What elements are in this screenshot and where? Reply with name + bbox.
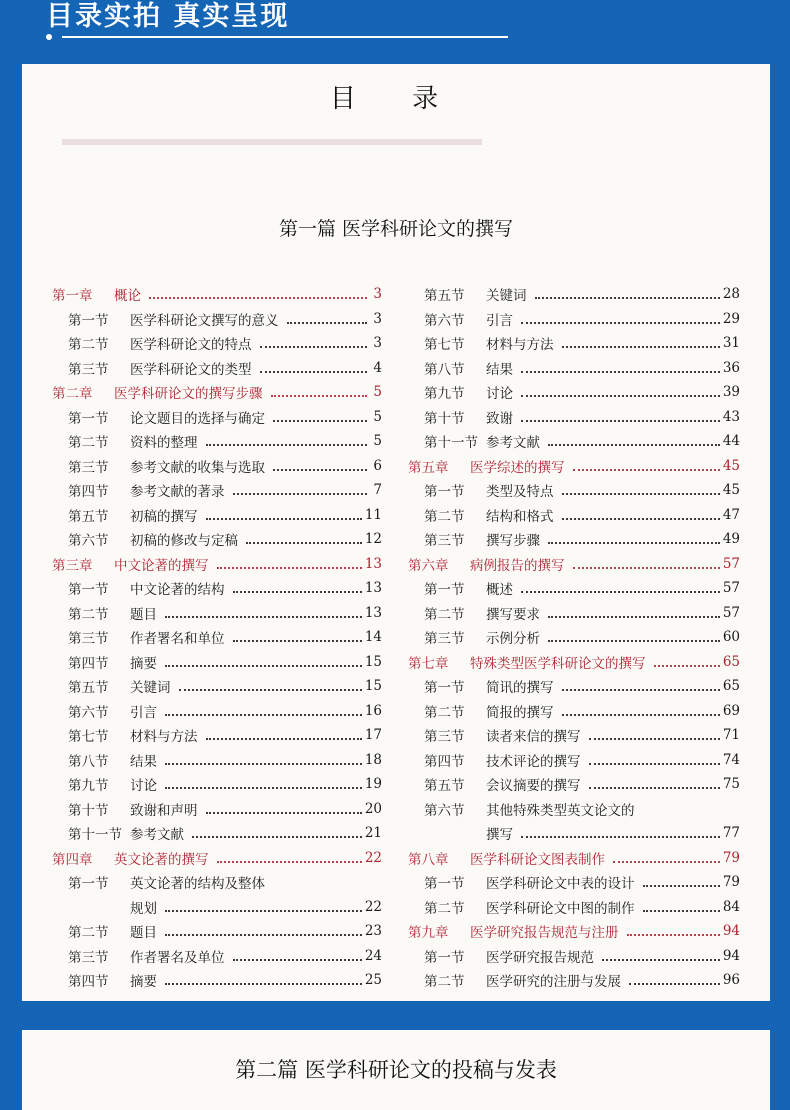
toc-entry xyxy=(408,821,740,846)
toc-entry-page: 94 xyxy=(722,947,740,964)
dot-leader xyxy=(206,738,362,740)
dot-leader xyxy=(165,910,362,912)
toc-entry-number: 第六节 xyxy=(424,802,465,819)
show-through-line xyxy=(62,139,482,145)
toc-entry xyxy=(52,797,382,822)
toc-entry xyxy=(408,527,740,552)
dot-leader xyxy=(613,861,720,863)
dot-leader xyxy=(233,959,362,961)
toc-entry-page: 17 xyxy=(364,727,382,744)
dot-leader xyxy=(271,395,368,397)
toc-entry-title: 医学综述的撰写 xyxy=(470,459,565,476)
toc-chapter-entry xyxy=(408,846,740,871)
dot-leader xyxy=(149,297,367,299)
toc-entry-page: 94 xyxy=(722,923,740,940)
dot-leader xyxy=(562,518,720,520)
toc-entry-title: 医学科研论文中图的制作 xyxy=(486,900,635,917)
toc-entry-page: 13 xyxy=(364,604,382,621)
dot-leader xyxy=(192,836,362,838)
toc-entry-number: 第九节 xyxy=(424,386,465,403)
toc-entry-number: 第五节 xyxy=(424,778,465,795)
dot-leader xyxy=(521,322,720,324)
toc-entry xyxy=(408,405,740,430)
toc-entry-title: 医学科研论文中表的设计 xyxy=(486,876,635,893)
toc-entry-number: 第六章 xyxy=(408,557,449,574)
toc-entry-title: 致谢和声明 xyxy=(130,802,198,819)
toc-entry-number: 第四节 xyxy=(68,974,109,991)
dot-leader xyxy=(260,371,368,373)
toc-entry xyxy=(52,527,382,552)
toc-entry-page: 24 xyxy=(364,947,382,964)
toc-entry-number: 第三节 xyxy=(68,361,109,378)
toc-entry-number: 第四节 xyxy=(424,753,465,770)
toc-entry-page: 25 xyxy=(364,972,382,989)
toc-entry xyxy=(52,821,382,846)
toc-entry-number: 第一节 xyxy=(68,582,109,599)
banner-dot xyxy=(46,34,52,40)
toc-entry-page: 4 xyxy=(373,359,382,376)
toc-entry-title: 参考文献 xyxy=(486,435,540,452)
toc-entry-number: 第二节 xyxy=(68,435,109,452)
toc-entry xyxy=(408,968,740,993)
toc-entry-title: 关键词 xyxy=(486,288,527,305)
toc-entry-title: 概论 xyxy=(114,288,141,305)
toc-entry-page: 3 xyxy=(373,335,382,352)
toc-entry-title: 英文论著的撰写 xyxy=(114,851,209,868)
toc-entry xyxy=(52,331,382,356)
toc-entry xyxy=(52,944,382,969)
toc-entry-number: 第四章 xyxy=(52,851,93,868)
toc-entry xyxy=(52,870,382,895)
toc-entry-number: 第二节 xyxy=(68,606,109,623)
dot-leader xyxy=(217,567,362,569)
dot-leader xyxy=(548,444,720,446)
toc-entry-page: 3 xyxy=(373,286,382,303)
toc-page xyxy=(22,64,770,1001)
toc-entry-number: 第二节 xyxy=(424,704,465,721)
toc-entry-title: 医学科研论文图表制作 xyxy=(470,851,605,868)
toc-entry xyxy=(408,944,740,969)
toc-entry-page: 5 xyxy=(373,384,382,401)
toc-entry-page: 57 xyxy=(722,580,740,597)
toc-entry-page: 14 xyxy=(364,629,382,646)
toc-entry-number: 第七节 xyxy=(68,729,109,746)
toc-entry-title: 初稿的撰写 xyxy=(130,508,198,525)
toc-entry-number: 第一章 xyxy=(52,288,93,305)
toc-entry-number: 第三节 xyxy=(424,631,465,648)
toc-entry-page: 20 xyxy=(364,800,382,817)
dot-leader xyxy=(629,983,720,985)
toc-entry-page: 31 xyxy=(722,335,740,352)
toc-entry-number: 第七节 xyxy=(424,337,465,354)
toc-entry-page: 74 xyxy=(722,751,740,768)
toc-entry-page: 60 xyxy=(722,629,740,646)
toc-entry xyxy=(52,674,382,699)
toc-entry-number: 第二节 xyxy=(424,606,465,623)
toc-entry xyxy=(52,503,382,528)
dot-leader xyxy=(233,640,362,642)
toc-entry xyxy=(52,772,382,797)
toc-entry-number: 第一节 xyxy=(424,680,465,697)
toc-entry xyxy=(52,625,382,650)
dot-leader xyxy=(643,910,720,912)
toc-entry-title: 读者来信的撰写 xyxy=(486,729,581,746)
toc-entry xyxy=(408,429,740,454)
toc-entry-number: 第三节 xyxy=(424,729,465,746)
toc-entry-title: 中文论著的结构 xyxy=(130,582,225,599)
toc-entry-page: 12 xyxy=(364,531,382,548)
part-two-title: 第二篇 医学科研论文的投稿与发表 xyxy=(235,1058,557,1082)
toc-entry xyxy=(408,772,740,797)
dot-leader xyxy=(165,934,362,936)
dot-leader xyxy=(273,420,367,422)
toc-entry-title: 医学科研论文撰写的意义 xyxy=(130,312,279,329)
toc-entry xyxy=(408,625,740,650)
dot-leader xyxy=(548,640,720,642)
toc-entry xyxy=(408,356,740,381)
dot-leader xyxy=(165,714,362,716)
dot-leader xyxy=(562,346,720,348)
toc-entry-number: 第九节 xyxy=(68,778,109,795)
toc-chapter-entry xyxy=(408,919,740,944)
toc-entry-page: 7 xyxy=(373,482,382,499)
part-one-title: 第一篇 医学科研论文的撰写 xyxy=(278,218,514,240)
toc-entry-title: 中文论著的撰写 xyxy=(114,557,209,574)
toc-entry-number: 第五节 xyxy=(68,680,109,697)
toc-chapter-entry xyxy=(52,552,382,577)
toc-entry-page: 21 xyxy=(364,825,382,842)
toc-entry-page: 16 xyxy=(364,702,382,719)
toc-entry-number: 第三节 xyxy=(424,533,465,550)
toc-entry-page: 15 xyxy=(364,653,382,670)
toc-entry xyxy=(408,699,740,724)
toc-entry-number: 第三节 xyxy=(68,459,109,476)
toc-entry-number: 第三节 xyxy=(68,631,109,648)
toc-entry-number: 第八章 xyxy=(408,851,449,868)
toc-entry-title: 结构和格式 xyxy=(486,508,554,525)
toc-chapter-entry xyxy=(408,552,740,577)
dot-leader xyxy=(589,738,720,740)
toc-entry-title: 简报的撰写 xyxy=(486,704,554,721)
toc-entry-page: 28 xyxy=(722,286,740,303)
toc-entry-title: 作者署名及单位 xyxy=(130,949,225,966)
toc-entry-title: 摘要 xyxy=(130,974,157,991)
toc-entry-title: 引言 xyxy=(486,312,513,329)
dot-leader xyxy=(287,322,368,324)
toc-entry-number: 第八节 xyxy=(424,361,465,378)
toc-column-left xyxy=(52,282,382,993)
toc-heading: 目 录 xyxy=(329,84,463,114)
toc-entry-number: 第十节 xyxy=(68,802,109,819)
toc-entry-page: 13 xyxy=(364,580,382,597)
toc-entry-number: 第六节 xyxy=(424,312,465,329)
toc-entry-number: 第四节 xyxy=(68,484,109,501)
dot-leader xyxy=(562,689,720,691)
dot-leader xyxy=(548,542,720,544)
toc-entry-number: 第三节 xyxy=(68,949,109,966)
toc-entry-title: 参考文献的收集与选取 xyxy=(130,459,265,476)
dot-leader xyxy=(521,420,720,422)
toc-entry-page: 11 xyxy=(364,506,382,523)
toc-entry-title: 引言 xyxy=(130,704,157,721)
toc-entry xyxy=(52,478,382,503)
toc-entry-title: 示例分析 xyxy=(486,631,540,648)
toc-entry-page: 75 xyxy=(722,776,740,793)
toc-entry-page: 3 xyxy=(373,310,382,327)
toc-entry xyxy=(52,723,382,748)
toc-entry-title: 摘要 xyxy=(130,655,157,672)
toc-entry xyxy=(408,380,740,405)
dot-leader xyxy=(246,542,362,544)
dot-leader xyxy=(643,885,720,887)
toc-entry-number: 第一节 xyxy=(424,484,465,501)
next-page xyxy=(22,1030,770,1110)
toc-entry-page: 43 xyxy=(722,408,740,425)
banner-header xyxy=(0,0,790,58)
toc-entry xyxy=(52,405,382,430)
dot-leader xyxy=(521,395,720,397)
toc-entry-title: 概述 xyxy=(486,582,513,599)
dot-leader xyxy=(627,934,720,936)
toc-entry-page: 49 xyxy=(722,531,740,548)
toc-entry-number: 第一节 xyxy=(68,876,109,893)
toc-chapter-entry xyxy=(408,454,740,479)
dot-leader xyxy=(521,836,720,838)
toc-entry xyxy=(408,576,740,601)
toc-entry-number: 第一节 xyxy=(68,312,109,329)
toc-entry-number: 第二节 xyxy=(424,900,465,917)
toc-entry xyxy=(408,723,740,748)
toc-entry-number: 第一节 xyxy=(68,410,109,427)
dot-leader xyxy=(562,493,720,495)
toc-entry-page: 84 xyxy=(722,898,740,915)
dot-leader xyxy=(654,665,720,667)
toc-entry-page: 57 xyxy=(722,555,740,572)
toc-entry-number: 第二节 xyxy=(68,337,109,354)
toc-entry xyxy=(408,282,740,307)
dot-leader xyxy=(521,591,720,593)
banner-underline xyxy=(62,36,508,38)
toc-entry xyxy=(52,895,382,920)
toc-entry-title: 医学研究的注册与发展 xyxy=(486,974,621,991)
toc-entry xyxy=(408,601,740,626)
toc-entry-title: 医学研究报告规范 xyxy=(486,949,594,966)
dot-leader xyxy=(165,763,362,765)
toc-entry xyxy=(408,478,740,503)
toc-entry-title: 讨论 xyxy=(486,386,513,403)
toc-entry-page: 5 xyxy=(373,408,382,425)
toc-entry-number: 第二节 xyxy=(424,974,465,991)
toc-entry-title: 结果 xyxy=(130,753,157,770)
toc-entry-title: 医学科研论文的类型 xyxy=(130,361,252,378)
toc-entry-page: 45 xyxy=(722,482,740,499)
toc-entry xyxy=(408,307,740,332)
toc-entry-title: 类型及特点 xyxy=(486,484,554,501)
toc-entry-page: 6 xyxy=(373,457,382,474)
toc-entry-title: 其他特殊类型英文论文的 xyxy=(486,802,635,819)
dot-leader xyxy=(535,297,720,299)
dot-leader xyxy=(589,763,720,765)
toc-entry-number: 第六节 xyxy=(68,704,109,721)
dot-leader xyxy=(217,861,362,863)
toc-entry-page: 19 xyxy=(364,776,382,793)
toc-entry xyxy=(52,356,382,381)
toc-entry-page: 23 xyxy=(364,923,382,940)
toc-entry-page: 22 xyxy=(364,849,382,866)
toc-entry-page: 36 xyxy=(722,359,740,376)
toc-entry-title: 结果 xyxy=(486,361,513,378)
toc-chapter-entry xyxy=(52,380,382,405)
toc-entry-page: 18 xyxy=(364,751,382,768)
toc-entry xyxy=(408,748,740,773)
toc-chapter-entry xyxy=(52,282,382,307)
toc-entry-title: 致谢 xyxy=(486,410,513,427)
dot-leader xyxy=(165,983,362,985)
toc-entry xyxy=(52,601,382,626)
toc-entry xyxy=(52,968,382,993)
toc-entry xyxy=(408,797,740,822)
toc-entry-number: 第四节 xyxy=(68,655,109,672)
toc-column-right xyxy=(408,282,740,993)
dot-leader xyxy=(521,371,720,373)
toc-entry-title: 撰写要求 xyxy=(486,606,540,623)
toc-entry xyxy=(52,429,382,454)
dot-leader xyxy=(573,469,720,471)
toc-entry xyxy=(52,454,382,479)
dot-leader xyxy=(233,493,368,495)
toc-entry xyxy=(52,650,382,675)
toc-entry-title: 规划 xyxy=(130,900,157,917)
toc-entry-page: 13 xyxy=(364,555,382,572)
toc-entry xyxy=(408,895,740,920)
toc-entry-title: 关键词 xyxy=(130,680,171,697)
dot-leader xyxy=(573,567,720,569)
dot-leader xyxy=(165,665,362,667)
toc-entry-number: 第五节 xyxy=(68,508,109,525)
banner-title: 目录实拍 真实呈现 xyxy=(46,1,290,32)
toc-entry-title: 技术评论的撰写 xyxy=(486,753,581,770)
toc-entry-page: 65 xyxy=(722,678,740,695)
dot-leader xyxy=(165,616,362,618)
toc-entry-number: 第二节 xyxy=(68,925,109,942)
dot-leader xyxy=(233,591,362,593)
toc-entry-title: 医学研究报告规范与注册 xyxy=(470,925,619,942)
dot-leader xyxy=(273,469,367,471)
toc-entry xyxy=(408,503,740,528)
toc-entry-number: 第十节 xyxy=(424,410,465,427)
toc-entry-number: 第一节 xyxy=(424,876,465,893)
toc-entry xyxy=(408,331,740,356)
toc-entry-page: 45 xyxy=(722,457,740,474)
toc-entry-page: 29 xyxy=(722,310,740,327)
toc-entry-title: 参考文献的著录 xyxy=(130,484,225,501)
toc-entry-number: 第一节 xyxy=(424,582,465,599)
toc-entry-title: 病例报告的撰写 xyxy=(470,557,565,574)
toc-entry-page: 47 xyxy=(722,506,740,523)
dot-leader xyxy=(602,959,720,961)
toc-entry-page: 69 xyxy=(722,702,740,719)
toc-entry xyxy=(52,576,382,601)
toc-entry-page: 39 xyxy=(722,384,740,401)
toc-entry-title: 特殊类型医学科研论文的撰写 xyxy=(470,655,646,672)
toc-entry-title: 会议摘要的撰写 xyxy=(486,778,581,795)
toc-entry-title: 简讯的撰写 xyxy=(486,680,554,697)
toc-entry-title: 撰写 xyxy=(486,827,513,844)
toc-entry-number: 第五节 xyxy=(424,288,465,305)
toc-entry xyxy=(52,699,382,724)
toc-entry-page: 96 xyxy=(722,972,740,989)
toc-entry-title: 医学科研论文的撰写步骤 xyxy=(114,386,263,403)
toc-entry-number: 第十一节 xyxy=(68,827,122,844)
toc-entry-number: 第二节 xyxy=(424,508,465,525)
dot-leader xyxy=(206,812,362,814)
toc-entry xyxy=(52,748,382,773)
toc-chapter-entry xyxy=(408,650,740,675)
toc-entry xyxy=(408,870,740,895)
toc-entry xyxy=(408,674,740,699)
toc-entry-page: 77 xyxy=(722,825,740,842)
toc-entry-title: 论文题目的选择与确定 xyxy=(130,410,265,427)
toc-entry-page: 5 xyxy=(373,433,382,450)
dot-leader xyxy=(548,616,720,618)
toc-entry-title: 材料与方法 xyxy=(486,337,554,354)
toc-entry-title: 撰写步骤 xyxy=(486,533,540,550)
dot-leader xyxy=(260,346,368,348)
toc-entry-title: 资料的整理 xyxy=(130,435,198,452)
toc-entry-title: 初稿的修改与定稿 xyxy=(130,533,238,550)
toc-entry-page: 44 xyxy=(722,433,740,450)
toc-entry-number: 第三章 xyxy=(52,557,93,574)
toc-entry-title: 讨论 xyxy=(130,778,157,795)
toc-entry-number: 第六节 xyxy=(68,533,109,550)
toc-entry-number: 第八节 xyxy=(68,753,109,770)
toc-entry-number: 第九章 xyxy=(408,925,449,942)
toc-entry-page: 79 xyxy=(722,849,740,866)
toc-entry-title: 材料与方法 xyxy=(130,729,198,746)
toc-entry-title: 题目 xyxy=(130,925,157,942)
toc-entry-number: 第五章 xyxy=(408,459,449,476)
toc-entry-page: 57 xyxy=(722,604,740,621)
dot-leader xyxy=(206,518,362,520)
toc-entry-page: 71 xyxy=(722,727,740,744)
toc-entry-number: 第一节 xyxy=(424,949,465,966)
dot-leader xyxy=(165,787,362,789)
toc-entry-page: 22 xyxy=(364,898,382,915)
toc-entry-title: 参考文献 xyxy=(130,827,184,844)
toc-entry-page: 65 xyxy=(722,653,740,670)
dot-leader xyxy=(562,714,720,716)
toc-entry xyxy=(52,307,382,332)
dot-leader xyxy=(179,689,362,691)
toc-entry-title: 医学科研论文的特点 xyxy=(130,337,252,354)
toc-entry-number: 第二章 xyxy=(52,386,93,403)
toc-entry-title: 作者署名和单位 xyxy=(130,631,225,648)
toc-chapter-entry xyxy=(52,846,382,871)
toc-entry-page: 79 xyxy=(722,874,740,891)
toc-entry-title: 题目 xyxy=(130,606,157,623)
dot-leader xyxy=(206,444,368,446)
toc-entry-number: 第十一节 xyxy=(424,435,478,452)
toc-entry-page: 15 xyxy=(364,678,382,695)
toc-entry-title: 英文论著的结构及整体 xyxy=(130,876,265,893)
toc-entry-number: 第七章 xyxy=(408,655,449,672)
dot-leader xyxy=(589,787,720,789)
toc-entry xyxy=(52,919,382,944)
